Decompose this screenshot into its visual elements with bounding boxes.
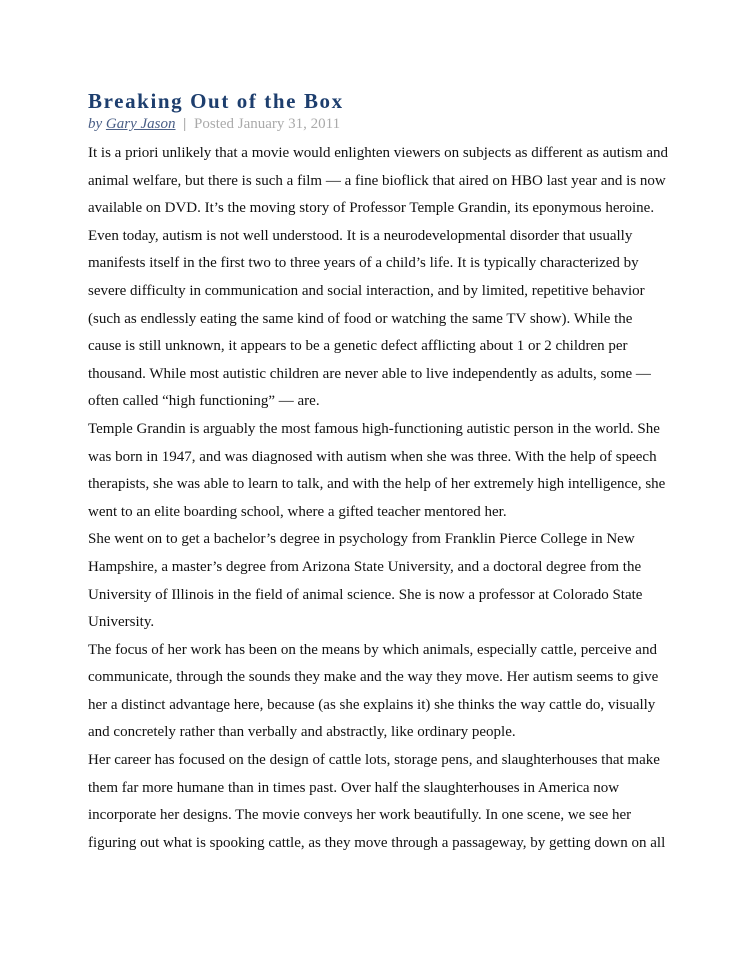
byline bbox=[88, 114, 668, 134]
article-body bbox=[88, 140, 668, 857]
post-date: Posted January 31, 2011 bbox=[194, 116, 341, 132]
paragraph: The focus of her work has been on the means by which animals, especially cattle, perceive and communicate, through the sounds they make and the way they move. Her autism seems to give her a distinct advantage here, because (as she explains it) she thinks the way cattle do, visually and concretely rather than verbally and abstractly, like ordinary people. bbox=[88, 641, 659, 741]
paragraph: She went on to get a bachelor’s degree in psychology from Franklin Pierce College in New Hampshire, a master’s degree from Arizona State University, and a doctoral degree from the University of Illinois in the field of animal science. She is now a professor at Colorado State University. bbox=[88, 531, 643, 631]
paragraph: It is a priori unlikely that a movie would enlighten viewers on subjects as different as autism and animal welfare, but there is such a film — a fine bioflick that aired on HBO last year and is now available on DVD. It’s the moving story of Professor Temple Grandin, its eponymous heroine. bbox=[88, 145, 669, 217]
byline-by: by bbox=[88, 116, 103, 132]
article-title: Breaking Out of the Box bbox=[88, 89, 344, 113]
paragraph: Her career has focused on the design of cattle lots, storage pens, and slaughterhouses that make them far more humane than in times past. Over half the slaughterhouses in America now incorporate her designs. The movie conveys her work beautifully. In one scene, we see her figuring out what is spooking cattle, as they move through a passageway, by getting down on all bbox=[88, 752, 666, 851]
paragraph: Temple Grandin is arguably the most famous high-functioning autistic person in the world. She was born in 1947, and was diagnosed with autism when she was three. With the help of speech therapists, she was able to learn to talk, and with the help of her extremely high intelligence, she went to an elite boarding school, where a gifted teacher mentored her. bbox=[88, 420, 666, 520]
author-link[interactable]: Gary Jason bbox=[105, 116, 176, 132]
article bbox=[88, 88, 668, 857]
paragraph: Even today, autism is not well understood. It is a neurodevelopmental disorder that usually manifests itself in the first two to three years of a child’s life. It is typically characterized by severe difficulty in communication and social interaction, and by limited, repetitive behavior (such as endlessly eating the same kind of food or watching the same TV show). While the cause is still unknown, it appears to be a genetic defect afflicting about 1 or 2 children per thousand. While most autistic children are never able to live independently as adults, some — often called “high functioning” — are. bbox=[88, 227, 651, 410]
byline-separator: | bbox=[183, 116, 187, 132]
